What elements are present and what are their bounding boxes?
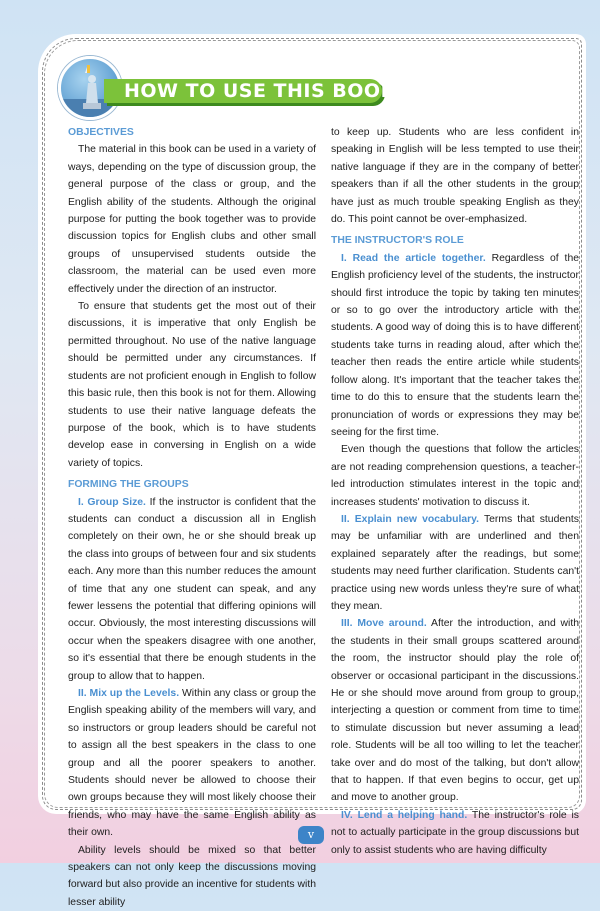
paragraph-text: The instructor's role is not to actually participate in the group discussions but only to assist students who are having difficulty — [331, 809, 579, 856]
title-banner — [104, 79, 396, 103]
paragraph-text: Within any class or group the English speaking ability of the members will vary, and so instructors or group leaders should be careful not to assign all the best speakers in the class to one group and all the poorer speakers to another. Students should never be allowed to choose their own groups because they will most likely choose their friends, who may have the same English ability as their own. — [68, 688, 316, 839]
paragraph: The material in this book can be used in a variety of ways, depending on the type of discussion group, the general purpose of the class or group, and the English ability of the students. Although the original purpose for putting the book together was to provide discussion topics for English clubs and other small groups of unsupervised students outside the classroom, the material can be used even more effectively under the direction of an instructor. — [68, 144, 316, 295]
right-column — [331, 124, 579, 859]
subheading: II. Mix up the Levels. — [78, 688, 180, 699]
paragraph-group-size — [68, 494, 316, 685]
subheading: IV. Lend a helping hand. — [341, 809, 468, 821]
page-number-badge: v — [298, 826, 324, 844]
paragraph-text: Regardless of the English proficiency level of the students, the instructor should first introduce the topic by taking ten minutes or so to go over the introductory article with the students. A good way of doing this is to have different students take turns in reading aloud, after which the teacher then reads the entire article while students follow along. It's important that the teacher takes the time to do this to ensure that the students learn the pronunciation of words or expressions they may be seeing for the first time. — [331, 252, 580, 438]
paragraph-read-article — [331, 250, 579, 441]
paragraph-text: Terms that students may be unfamiliar with are underlined and then explained separately after the readings, but some students may need further clarification. Students can't practice using new words unless they're sure of what they mean. — [331, 513, 579, 612]
subheading: I. Read the article together. — [341, 252, 486, 264]
paragraph: To ensure that students get the most out of their discussions, it is imperative that only English be permitted throughout. No use of the native language should be permitted under any circumstances. If students are not proficient enough in English to follow this basic rule, then this book is not for them. Allowing students to use their native language defeats the purpose of the book, which is to have students develop ease in conversing in English on a wide variety of topics. — [68, 301, 316, 469]
section-heading-forming-groups: FORMING THE GROUPS — [68, 479, 189, 491]
subheading: III. Move around. — [341, 618, 427, 630]
paragraph-helping-hand — [331, 807, 579, 859]
paragraph: Ability levels should be mixed so that better speakers can not only keep the discussions moving forward but also provide an incentive for students with lesser ability — [68, 844, 316, 908]
paragraph-move-around — [331, 615, 579, 806]
paragraph: Even though the questions that follow the articles are not reading comprehension questions, a teacher-led introduction stimulates interest in the topic and increases students' motivation to discuss it. — [331, 444, 579, 508]
left-column — [68, 124, 316, 911]
paragraph: to keep up. Students who are less confident in speaking in English will be less tempted to use their native language if they are in the company of better speakers than if all the other students in the group have just as much trouble speaking English as they do. This point cannot be over-emphasized. — [331, 127, 579, 226]
page-title: HOW TO USE THIS BOOK — [124, 80, 396, 102]
subheading: I. Group Size. — [78, 496, 146, 508]
paragraph-vocabulary — [331, 511, 579, 615]
paragraph-text: If the instructor is confident that the students can conduct a discussion all in English completely on their own, he or she should break up the class into groups of between four and six students each. Any more than this number reduces the amount of time that any one student can speak, and any fewer lessens the potential that differing opinions will occur. Obviously, the most interesting discussions will occur when the speakers disagree with one another, so it's essential that there be enough students in the group to allow that to happen. — [68, 496, 316, 682]
subheading: II. Explain new vocabulary. — [341, 513, 480, 525]
paragraph-text: After the introduction, and with the students in their small groups scattered around the room, the instructor should play the role of observer or occasional participant in the discussions. He or she should move around from group to group, interjecting a question or comment from time to time to stimulate discussion but never assuming a lead role. Students will be all too willing to let the teacher take over and do most of the talking, but don't allow that to happen. If that even begins to occur, get up and move to another group. — [331, 618, 579, 804]
paragraph-mix-levels — [68, 685, 316, 842]
section-heading-objectives: OBJECTIVES — [68, 127, 134, 138]
section-heading-instructor-role: THE INSTRUCTOR'S ROLE — [331, 235, 464, 247]
